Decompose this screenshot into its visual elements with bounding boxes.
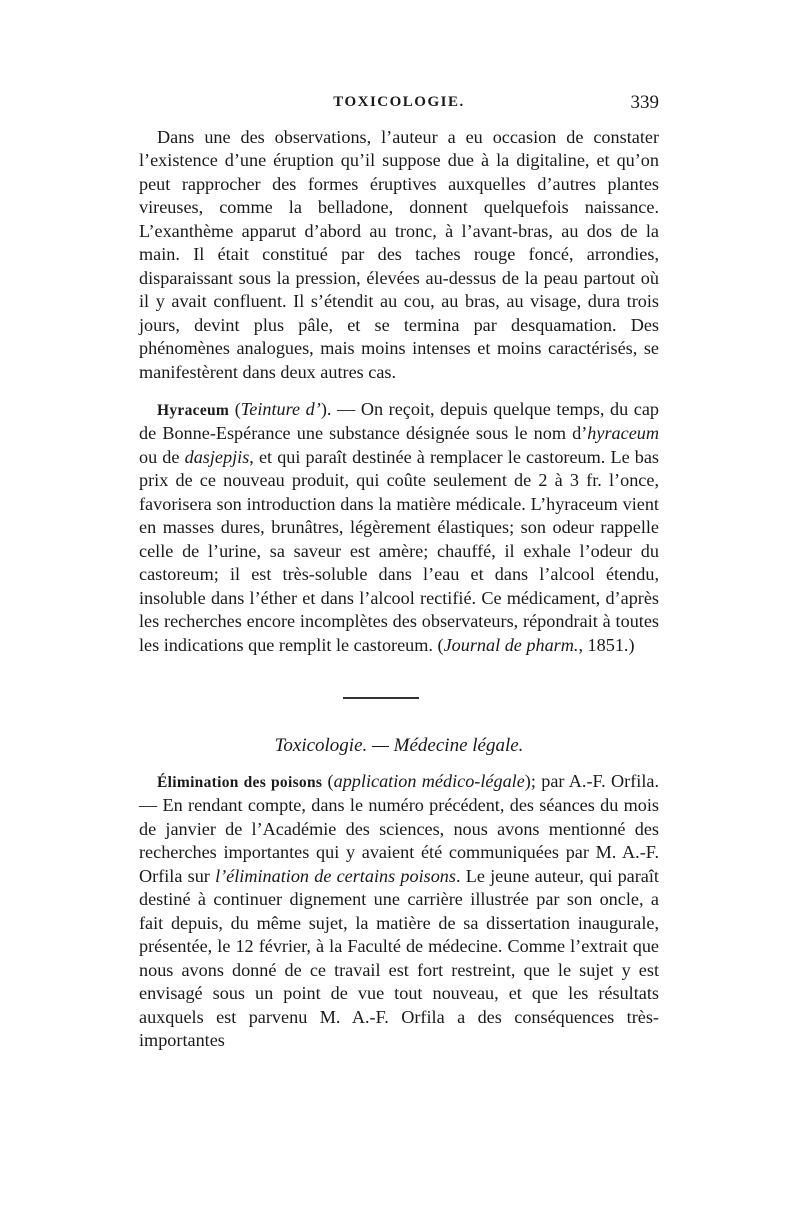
- text-segment: , et qui paraît destinée à remplacer le castoreum. Le bas prix de ce nouveau produit, qui coûte seulement de 2 à 3 fr. l’once, favorisera son introduction dans la matière médicale. L’hyraceum vient en masses dures, brunâtres, légèrement élastiques; son odeur rappelle celle de l’urine, sa saveur est amère; chauffé, il exhale l’odeur du castoreum; il est très-soluble dans l’eau et dans l’alcool étendu, insoluble dans l’éther et dans l’alcool rectifié. Ce médicament, d’après les recherches encore incomplètes des observateurs, répondrait à toutes les indications que remplit le castoreum. (: [139, 446, 660, 655]
- text-segment: . Le jeune auteur, qui paraît destiné à continuer dignement une carrière illustrée par son oncle, a fait depuis, du même sujet, la matière de sa dissertation inaugurale, présentée, le 12 février, à la Faculté de médecine. Comme l’extrait que nous avons donné de ce travail est fort restreint, que le sujet y est envisagé sous un point de vue tout nouveau, et que les résultats auxquels est parvenu M. A.-F. Orfila a des conséquences très-importantes: [139, 865, 659, 1050]
- text-segment: ); par A.-F. Orfila. — En rendant compte, dans le numéro précédent, des séances du mois de janvier de l’Académie des sciences, nous avons mentionné des recherches importantes qui y avaient été communiquées par M. A.-F. Orfila sur: [139, 771, 659, 886]
- entry-heading-note: Teinture d’: [240, 399, 321, 419]
- paragraph-digitaline: [139, 126, 659, 384]
- term-italic: l’élimination de certains poisons: [215, 865, 456, 886]
- page-number: 339: [630, 92, 659, 113]
- paragraph-text: [139, 398, 659, 657]
- running-head: TOXICOLOGIE.: [333, 94, 465, 110]
- heading-paren-close: ). —: [320, 399, 361, 419]
- term-italic: dasjepjis: [184, 446, 250, 467]
- heading-paren-open: (: [322, 771, 334, 791]
- page-header: [139, 92, 659, 116]
- paragraph-text: Dans une des observations, l’auteur a eu occasion de constater l’existence d’une éruption qu’il suppose due à la digitaline, et qu’on peut rapprocher des formes éruptives auxquelles d’autres plantes vireuses, comme la belladone, donnent quelquefois naissance. L’exanthème apparut d’abord au tronc, à l’avant-bras, au dos de la main. Il était constitué par des taches rouge foncé, arrondies, disparaissant sous la pression, élevées au-dessus de la peau partout où il y avait confluent. Il s’étendit au cou, au bras, au visage, dura trois jours, devint plus pâle, et se termina par desquamation. Des phénomènes analogues, mais moins intenses et moins caractérisés, se manifestèrent dans deux autres cas.: [139, 127, 659, 382]
- heading-paren-open: (: [229, 399, 241, 419]
- text-segment: On reçoit, depuis quelque temps, du cap de Bonne-Espérance une substance désignée sous le nom d’: [139, 399, 660, 444]
- paragraph-text: [139, 770, 659, 1052]
- section-title: Toxicologie. — Médecine légale.: [274, 735, 524, 756]
- source-citation: Journal de pharm.: [443, 634, 579, 655]
- entry-heading: Hyraceum: [157, 402, 230, 419]
- paragraph-elimination: [139, 770, 659, 1052]
- paragraph-hyraceum: [139, 398, 659, 657]
- entry-heading-note: application médico-légale: [333, 771, 525, 791]
- term-italic: hyraceum: [587, 423, 659, 444]
- text-segment: ou de: [139, 446, 185, 467]
- text-segment: , 1851.): [578, 634, 635, 655]
- section-divider: [343, 697, 419, 699]
- entry-heading: Élimination des poisons: [157, 774, 323, 791]
